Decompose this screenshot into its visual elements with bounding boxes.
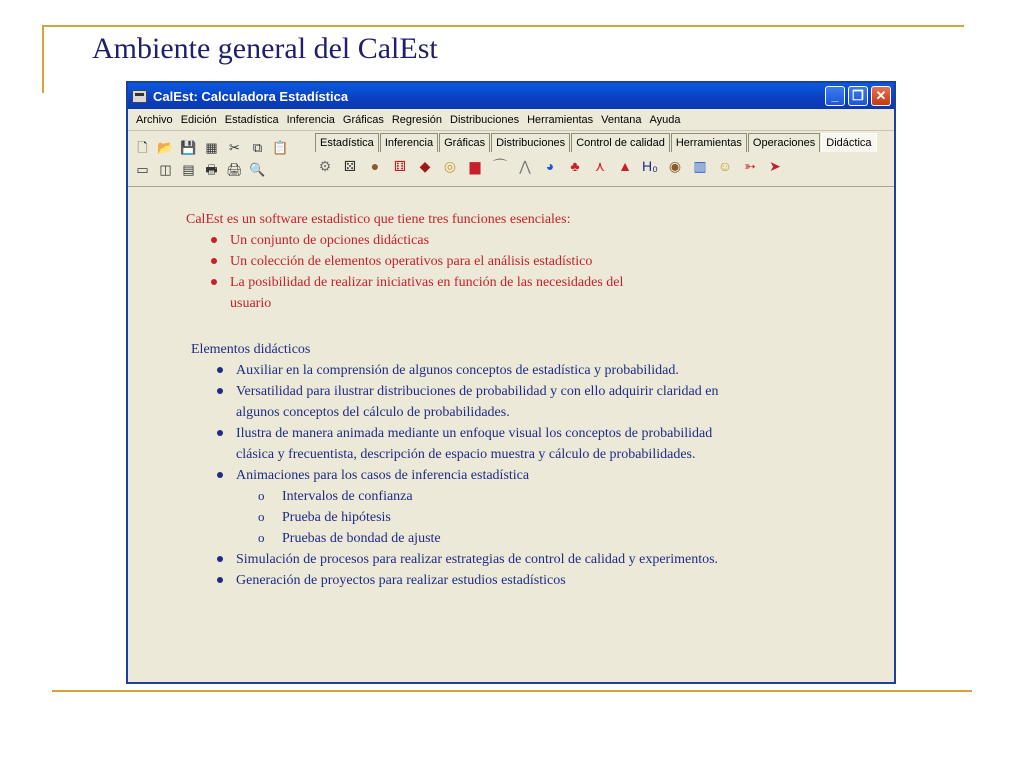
menu-ventana[interactable]: Ventana (601, 113, 642, 126)
cards-icon[interactable]: ♣ (570, 158, 580, 174)
close-button[interactable]: ✕ (871, 86, 891, 106)
tab-graficas[interactable]: Gráficas (439, 133, 490, 152)
tab-estadistica[interactable]: Estadística (315, 133, 379, 152)
bell-icon[interactable]: ⋀ (519, 158, 531, 174)
slide-top-rule (42, 25, 964, 27)
tab-herramientas[interactable]: Herramientas (671, 133, 747, 152)
tab-distribuciones[interactable]: Distribuciones (491, 133, 570, 152)
toolbar-area (128, 131, 894, 187)
list-item: Ilustra de manera animada mediante un enfoque visual los conceptos de probabilidad clásica y frecuentista, descripción de espacio muestra y cálculo de probabilidades. (212, 423, 752, 465)
control-chart-icon[interactable]: ▲ (618, 158, 632, 174)
tab-didactica[interactable]: Didáctica (821, 133, 876, 152)
face-icon[interactable]: ☺ (717, 158, 733, 174)
print-icon[interactable]: 🖶 (205, 162, 218, 177)
app-icon[interactable] (132, 90, 147, 103)
tile-vertical-icon[interactable]: ◫ (159, 162, 172, 177)
sub-list-item: o Pruebas de bondad de ajuste (236, 528, 752, 549)
coin-icon[interactable]: ● (370, 158, 380, 174)
balls-icon[interactable]: ◎ (443, 158, 457, 174)
menu-inferencia[interactable]: Inferencia (286, 113, 335, 126)
tab-inferencia[interactable]: Inferencia (380, 133, 438, 152)
calest-window (126, 81, 896, 684)
menu-herramientas[interactable]: Herramientas (527, 113, 594, 126)
functions-list (206, 230, 626, 314)
h0-icon[interactable]: H₀ (642, 158, 658, 174)
sub-list-item: o Intervalos de confianza (236, 486, 752, 507)
didactic-heading: Elementos didácticos (191, 342, 311, 357)
slide-bottom-rule (52, 690, 972, 692)
mountain-icon[interactable]: ⋏ (594, 158, 606, 174)
list-item-label: Animaciones para los casos de inferencia estadística (236, 468, 530, 483)
list-item: Un conjunto de opciones didácticas (206, 230, 626, 251)
tab-control-de-calidad[interactable]: Control de calidad (571, 133, 670, 152)
car-icon[interactable]: ➳ (744, 158, 756, 174)
cascade-icon[interactable]: ▭ (136, 162, 149, 177)
new-file-icon[interactable]: 🗋 (137, 140, 148, 155)
menu-estadistica[interactable]: Estadística (224, 113, 279, 126)
list-item: Versatilidad para ilustrar distribuciones de probabilidad y con ello adquirir claridad en algunos conceptos del cálculo de probabilidades. (212, 381, 752, 423)
cut-icon[interactable]: ✂ (229, 140, 240, 155)
menu-bar (128, 109, 894, 131)
module-tabs (315, 133, 878, 152)
bar-icon[interactable]: ⌒ (493, 158, 507, 174)
menu-regresion[interactable]: Regresión (391, 113, 442, 126)
dice-icon[interactable]: ⚄ (343, 158, 357, 174)
tile-horizontal-icon[interactable]: ▤ (182, 162, 195, 177)
die-icon[interactable]: ◆ (419, 158, 431, 174)
intro-text: CalEst es un software estadistico que tiene tres funciones esenciales: (186, 212, 571, 227)
slide-title: Ambiente general del CalEst (92, 32, 438, 65)
chip-icon[interactable]: ▦ (205, 140, 218, 155)
dice-pair-icon[interactable]: ⚅ (393, 158, 407, 174)
toolbar-row-1 (134, 139, 295, 156)
list-item: Generación de proyectos para realizar estudios estadísticos (212, 570, 752, 591)
slide-left-rule (42, 25, 44, 93)
tab-operaciones[interactable]: Operaciones (748, 133, 820, 152)
window-title: CalEst: Calculadora Estadística (153, 88, 349, 104)
open-folder-icon[interactable]: 📂 (157, 140, 174, 155)
didactic-list (212, 360, 752, 591)
list-item: Un colección de elementos operativos para el análisis estadístico (206, 251, 626, 272)
target-icon[interactable]: ◉ (668, 158, 682, 174)
fish-icon[interactable]: ➤ (769, 158, 781, 174)
window-titlebar[interactable] (128, 83, 894, 109)
list-item: La posibilidad de realizar iniciativas en función de las necesidades del usuario (206, 272, 626, 314)
menu-ayuda[interactable]: Ayuda (649, 113, 681, 126)
paste-icon[interactable]: 📋 (272, 140, 289, 155)
maximize-button[interactable]: ❐ (848, 86, 868, 106)
save-icon[interactable]: 💾 (180, 140, 197, 155)
menu-graficas[interactable]: Gráficas (342, 113, 384, 126)
list-item: Simulación de procesos para realizar estrategias de control de calidad y experimentos. (212, 549, 752, 570)
list-item: Auxiliar en la comprensión de algunos conceptos de estadística y probabilidad. (212, 360, 752, 381)
book-icon[interactable]: ▥ (693, 158, 707, 174)
menu-distribuciones[interactable]: Distribuciones (450, 113, 520, 126)
pie-icon[interactable]: ◕ (545, 158, 555, 174)
print-preview-icon[interactable]: 🖨 (226, 162, 243, 177)
sub-list-item: o Prueba de hipótesis (236, 507, 752, 528)
histogram-icon[interactable]: ▆ (469, 158, 481, 174)
minimize-button[interactable]: _ (825, 86, 845, 106)
inference-sublist (236, 486, 752, 549)
copy-icon[interactable]: ⧉ (252, 140, 263, 155)
menu-archivo[interactable]: Archivo (136, 113, 173, 126)
gear-icon[interactable]: ⚙ (318, 158, 332, 174)
toolbar-row-2 (134, 161, 272, 178)
menu-edicion[interactable]: Edición (180, 113, 217, 126)
didactic-icon-toolbar (316, 157, 791, 175)
list-item (212, 465, 752, 549)
zoom-icon[interactable]: 🔍 (249, 162, 266, 177)
